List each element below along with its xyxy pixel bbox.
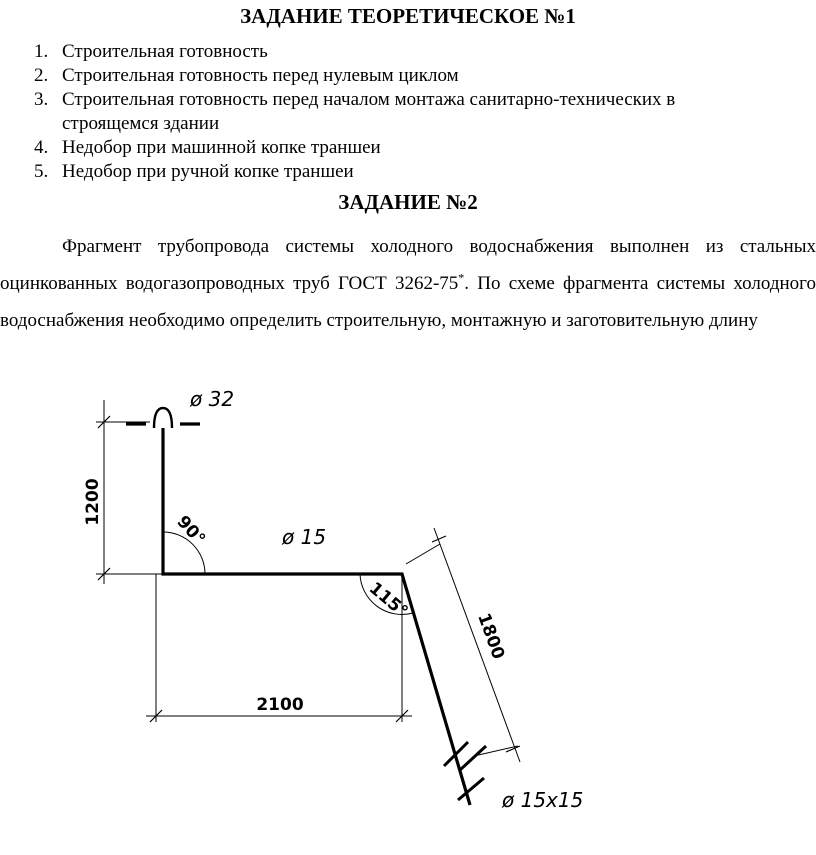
footnote-mark: * [458,270,465,285]
riser-diameter-label: ø 32 [190,387,235,411]
dimension-label-vertical: 1200 [83,478,103,526]
list-item-text: Строительная готовность перед нулевым циклом [62,65,459,86]
list-item [0,88,816,136]
list-item-text: Недобор при ручной копке траншеи [62,161,354,182]
list-item-number: 1. [34,41,49,62]
angle-label-115: 115° [364,578,412,622]
horizontal-diameter-label: ø 15 [282,525,327,549]
list-item [0,64,816,88]
list-item-text: Строительная готовность перед началом монтажа санитарно-технических в [62,89,676,110]
list-item-number: 2. [34,65,49,86]
list-item-number: 3. [34,89,49,110]
list-item [0,136,816,160]
task1-list [0,40,816,184]
task1-title: ЗАДАНИЕ ТЕОРЕТИЧЕСКОЕ №1 [240,4,576,28]
task2-paragraph [0,228,816,339]
pipe [163,428,470,805]
angle-label-90: 90° [172,512,209,550]
pipeline-diagram [0,360,816,855]
fitting-bar [460,746,486,770]
list-item-text: Строительная готовность [62,41,268,62]
list-item-number: 5. [34,161,49,182]
task2-paragraph-text-end: . По схеме фрагмента системы холодного водоснабжения необходимо определить строительную, монтажную и заготовительную длину [0,273,816,331]
fitting-diameter-label: ø 15x15 [502,788,584,812]
dimension-label-slanted: 1800 [473,610,509,662]
list-item [0,160,816,184]
riser-symbol [154,408,172,428]
extension-line [406,544,440,564]
list-item-text-continuation: строящемся здании [62,113,220,134]
dimension-label-horizontal: 2100 [256,695,304,715]
task2-title: ЗАДАНИЕ №2 [338,190,478,214]
list-item [0,40,816,64]
task2-paragraph-text: Фрагмент трубопровода системы холодного водоснабжения выполнен из стальных оцинкованных водогазопроводных труб ГОСТ 3262-75 [0,236,816,294]
list-item-number: 4. [34,137,49,158]
list-item-text: Недобор при машинной копке траншеи [62,137,381,158]
